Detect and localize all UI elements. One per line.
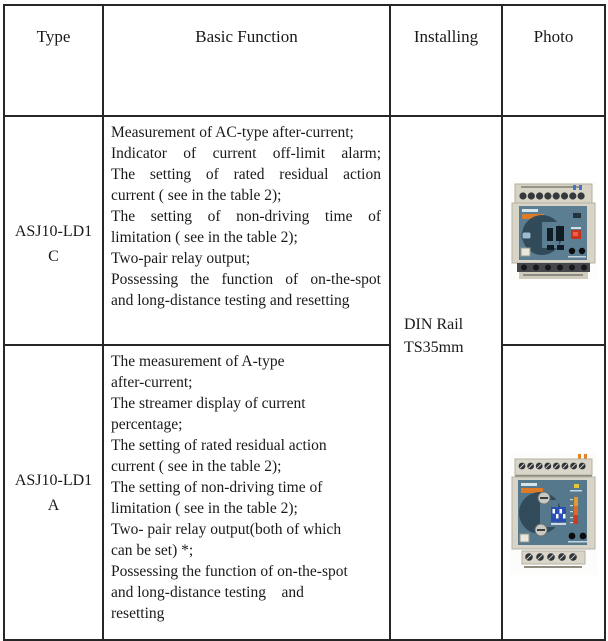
led-bar bbox=[574, 497, 578, 524]
header-installing: Installing bbox=[390, 5, 502, 116]
type-cell-asj10-ld1a: ASJ10-LD1 A bbox=[4, 345, 103, 640]
table-row-asj10-ld1c bbox=[4, 116, 605, 345]
on-indicator-window bbox=[573, 213, 581, 218]
type-cell-asj10-ld1c: ASJ10-LD1 C bbox=[4, 116, 103, 345]
spec-chip bbox=[520, 534, 529, 542]
brand-text-mark bbox=[521, 483, 537, 486]
header-row bbox=[4, 5, 605, 116]
function-cell-asj10-ld1a: The measurement of A-type after-current; The streamer display of current percentage; The setting of rated residual action current ( see in the table 2); The setting of non-driving time of limitation ( see in the table 2); Two- pair relay output(both of which can be set) *; Possessing the function of on-the-spot and long-distance testing and resetting bbox=[103, 345, 390, 640]
toggle bbox=[522, 232, 531, 239]
device-photo-asj10-ld1c bbox=[510, 181, 597, 281]
header-type: Type bbox=[4, 5, 103, 116]
product-spec-table bbox=[3, 4, 606, 641]
function-cell-asj10-ld1c: Measurement of AC-type after-current; Indicator of current off-limit alarm; The setting of rated residual action current ( see in the table 2); The setting of non-driving time of limitation ( see in the table 2); Two-pair relay output; Possessing the function of on-the-spot and long-distance testing and resetting bbox=[103, 116, 390, 345]
test-button bbox=[569, 247, 575, 253]
bottom-terminal-strip bbox=[517, 263, 590, 272]
table-row-asj10-ld1a bbox=[4, 345, 605, 640]
photo-cell-asj10-ld1a bbox=[502, 345, 605, 640]
header-photo: Photo bbox=[502, 5, 605, 116]
header-basic-function: Basic Function bbox=[103, 5, 390, 116]
photo-cell-asj10-ld1c bbox=[502, 116, 605, 345]
spec-chip bbox=[521, 248, 530, 256]
reset-button bbox=[580, 532, 587, 539]
device-photo-asj10-ld1a bbox=[510, 453, 597, 575]
alarm-label-mark bbox=[571, 227, 581, 229]
test-button bbox=[569, 532, 576, 539]
brand-text-mark bbox=[522, 209, 538, 212]
power-led bbox=[574, 484, 579, 488]
installing-cell: DIN Rail TS35mm bbox=[390, 116, 502, 640]
reset-button bbox=[579, 247, 585, 253]
